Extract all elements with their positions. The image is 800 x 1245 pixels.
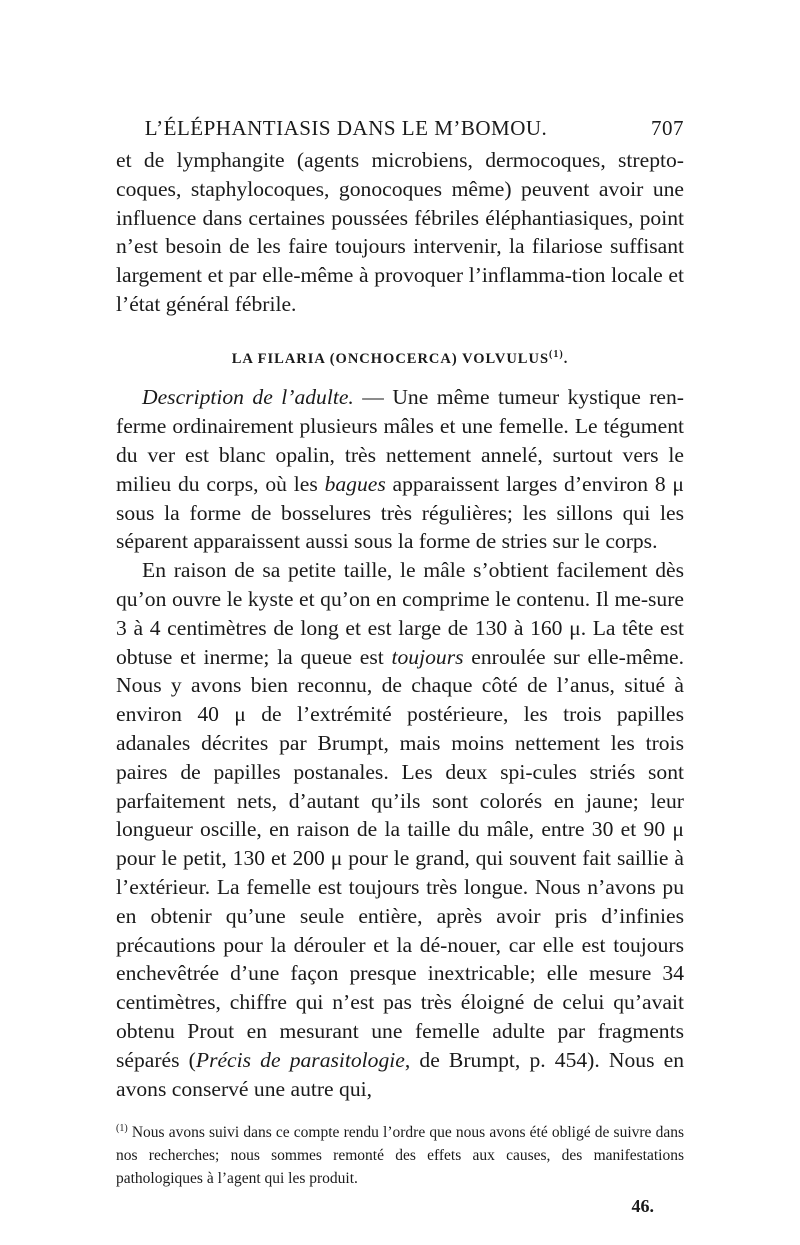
running-head-title: L’ÉLÉPHANTIASIS DANS LE M’BOMOU. (144, 116, 548, 140)
paragraph-emphasis: toujours (391, 644, 464, 669)
paragraph-description (116, 383, 684, 556)
section-heading-text: LA FILARIA (ONCHOCERCA) VOLVULUS (231, 350, 550, 367)
section-heading-footnote-ref: (1) (549, 348, 564, 360)
signature-mark: 46. (631, 1196, 654, 1217)
paragraph-continuation: et de lymphangite (agents microbiens, dermocoques, strepto-coques, staphylocoques, gonocoques même) peuvent avoir une influence dans certaines poussées fébriles éléphantiasiques, point n’est besoin de les faire toujours intervenir, la filariose suffisant largement et par elle-même à provoquer l’inflamma-tion locale et l’état général fébrile. (116, 148, 684, 316)
book-title: Précis de parasitologie (195, 1047, 405, 1072)
page (116, 116, 684, 1217)
paragraph-lead: Description de l’adulte. (142, 385, 354, 410)
paragraph-male (116, 556, 684, 1103)
paragraph-text: — Une même tumeur kystique ren-ferme ordinairement plusieurs mâles et une femelle. Le tégument du ver est blanc opalin, très nettement annelé, surtout vers le milieu du corps, où les (116, 385, 685, 496)
paragraph-text: enroulée sur elle-même. Nous y avons bien reconnu, de chaque côté de l’anus, situé à environ 40 μ de l’extrémité postérieure, les trois papilles adanales décrites par Brumpt, mais moins nettement les trois paires de papilles postanales. Les deux spi-cules striés sont parfaitement nets, d’autant qu’ils sont colorés en jaune; leur longueur oscille, en raison de la taille du mâle, entre 30 et 90 μ pour le petit, 130 et 200 μ pour le grand, qui souvent fait saillie à l’extérieur. La femelle est toujours très longue. Nous n’avons pu en obtenir qu’une seule entière, après avoir pris d’infinies précautions pour la dérouler et la dé-nouer, car elle est toujours enchevêtrée d’une façon presque inextricable; elle mesure 34 centimètres, chiffre qui n’est pas très éloigné de celui qu’avait obtenu Prout en mesurant une femelle adulte par fragments séparés ( (116, 644, 684, 1072)
footnotes (116, 1117, 684, 1190)
paragraph-text: En raison de sa petite taille, le mâle s’obtient facilement dès qu’on ouvre le kyste et qu’on en comprime le contenu. Il me-sure 3 à 4 centimètres de long et est large de 130 à 160 μ. La tête est obtuse et inerme; la queue est (116, 558, 684, 669)
footnote-marker: (1) (116, 1123, 128, 1135)
section-heading: LA FILARIA (ONCHOCERCA) VOLVULUS$^{(1)}$. (231, 348, 569, 367)
body-text (116, 146, 684, 1103)
running-head (116, 116, 684, 146)
page-number: 707 (651, 116, 684, 140)
footnote-text: Nous avons suivi dans ce compte rendu l’ordre que nous avons été obligé de suivre dans nos recherches; nous sommes remonté des effets aux causes, des manifestations pathologiques à l’agent qui les produit. (116, 1124, 684, 1188)
footnote (116, 1117, 684, 1190)
paragraph-text: apparaissent larges d’environ 8 μ sous la forme de bosselures très régulières; les sillons qui les séparent apparaissent aussi sous la forme de stries sur le corps. (116, 471, 684, 554)
paragraph-text: , de Brumpt, p. 454). Nous en avons conservé une autre qui, (116, 1047, 685, 1101)
paragraph-emphasis: bagues (324, 471, 386, 496)
